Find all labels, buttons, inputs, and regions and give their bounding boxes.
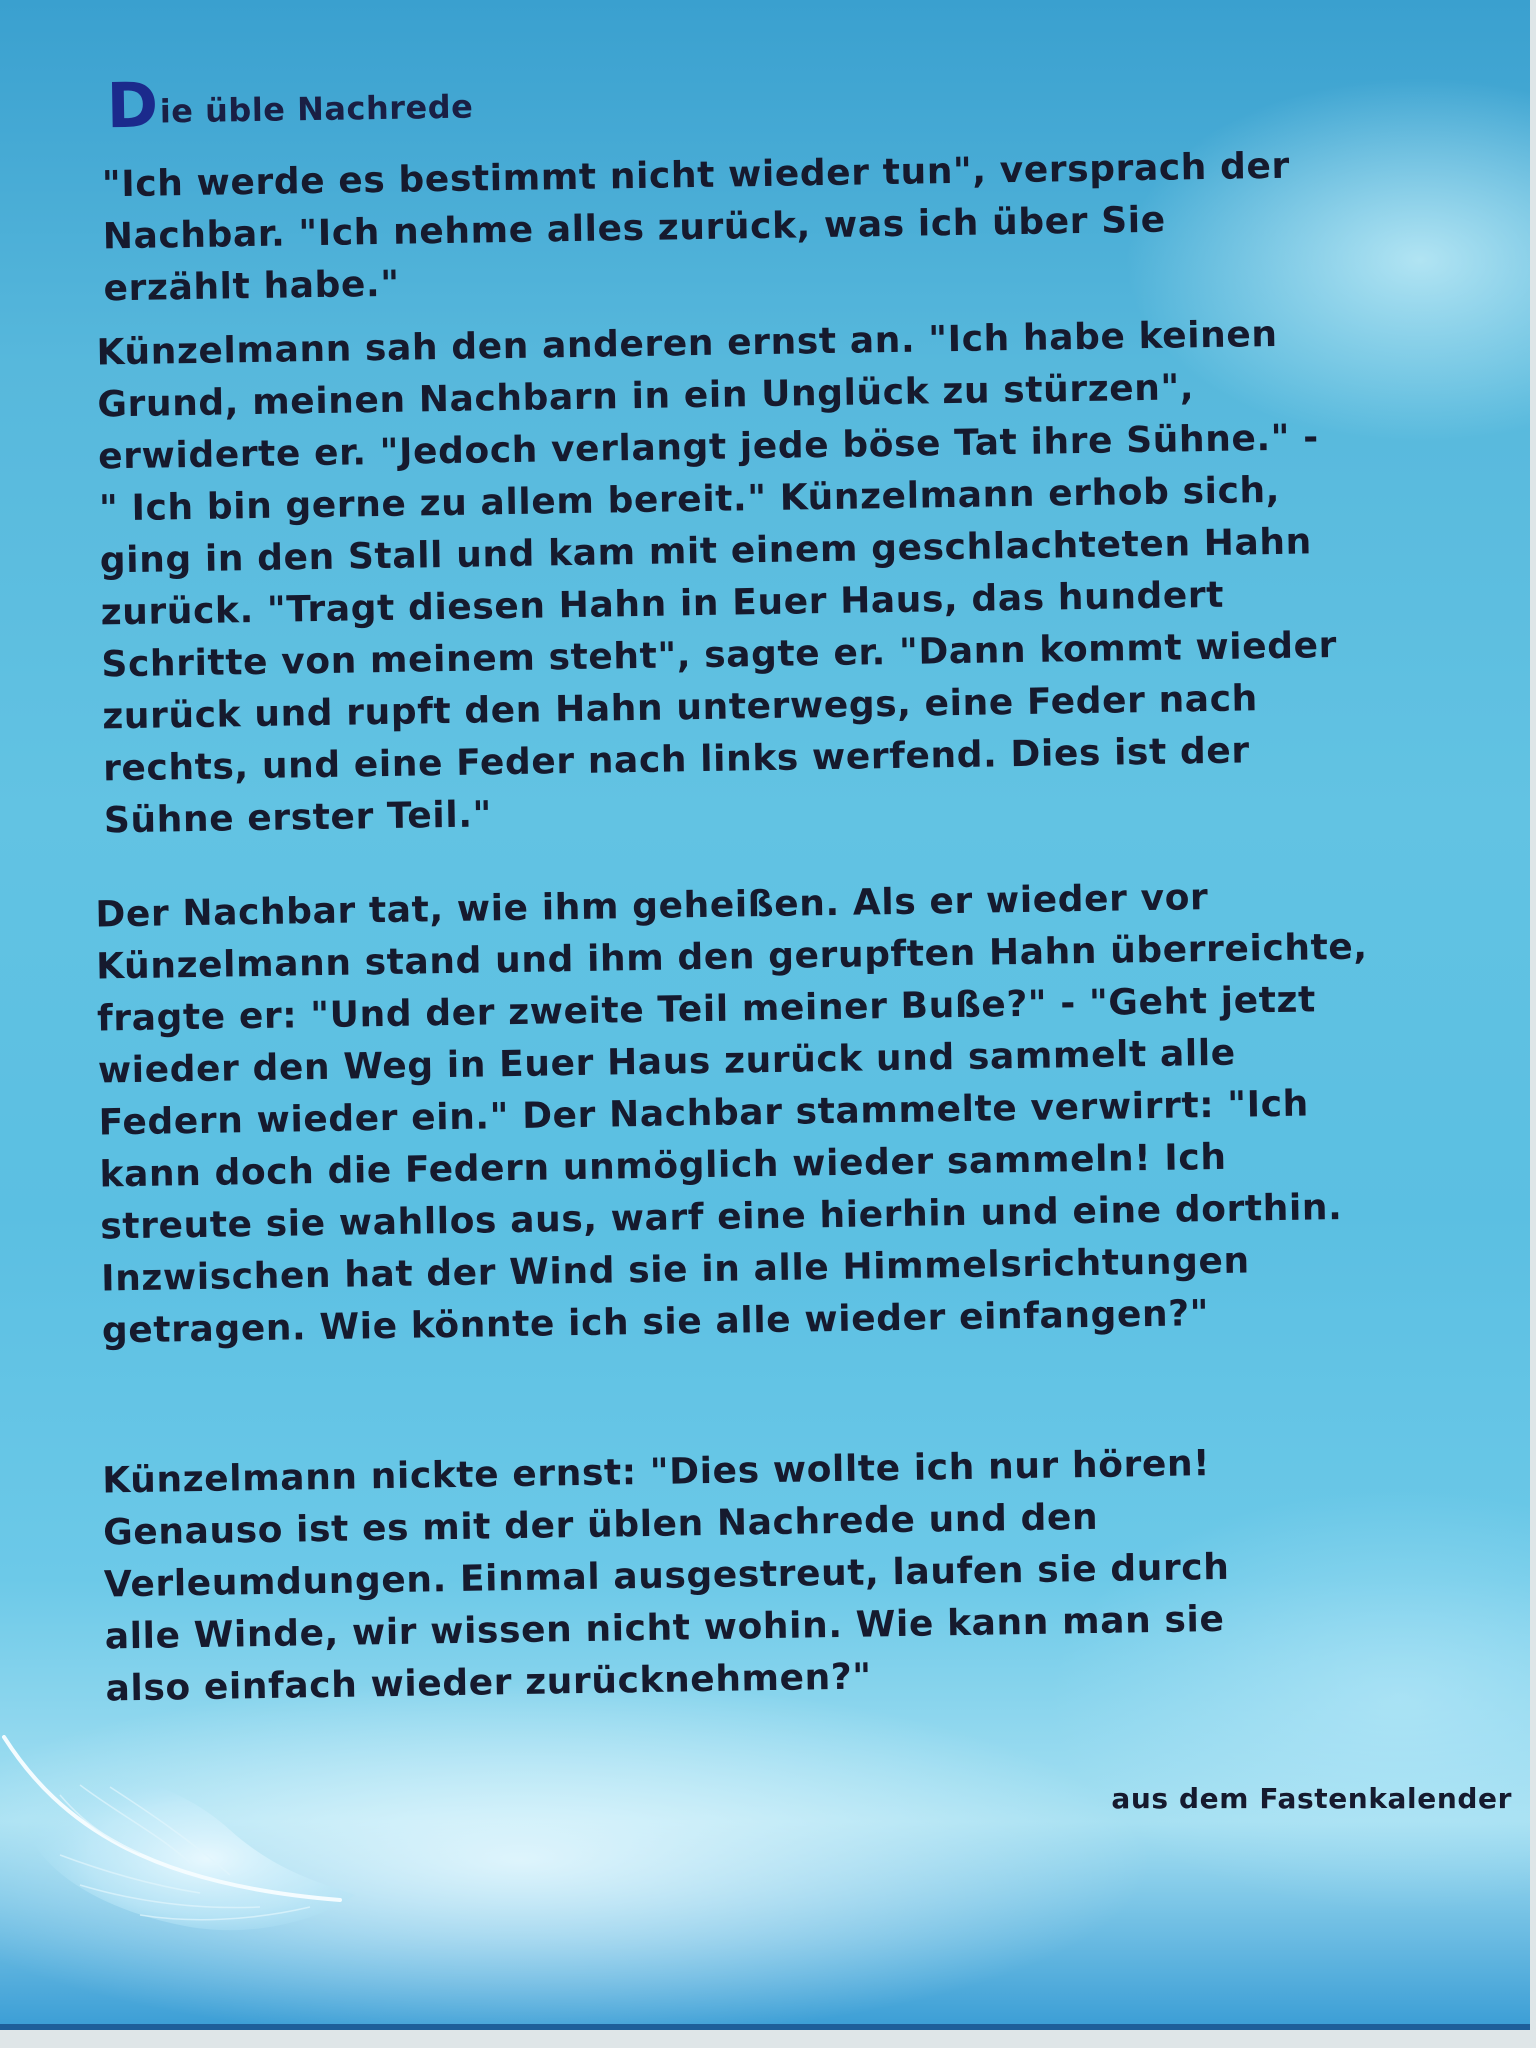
story-text	[60, 38, 1490, 1710]
text-line: erzählt habe."	[103, 263, 400, 310]
text-line: Schritte von meinem steht", sagte er. "Dann kommt wieder	[101, 625, 1338, 686]
text-line: Grund, meinen Nachbarn in ein Unglück zu stürzen",	[97, 367, 1195, 426]
paragraph-3	[95, 870, 1374, 1358]
text-line: Nachbar. "Ich nehme alles zurück, was ich über Sie	[102, 199, 1166, 258]
text-line: Künzelmann sah den anderen ernst an. "Ich habe keinen	[96, 313, 1278, 374]
title-text: ie üble Nachrede	[159, 87, 474, 131]
text-line: alle Winde, wir wissen nicht wohin. Wie kann man sie	[104, 1598, 1225, 1658]
text-line: ging in den Stall und kam mit einem geschlachteten Hahn	[99, 521, 1313, 582]
text-line: Inzwischen hat der Wind sie in alle Himmelsrichtungen	[100, 1240, 1250, 1300]
text-line: erwiderte er. "Jedoch verlangt jede böse Tat ihre Sühne." -	[97, 417, 1320, 478]
page-title	[106, 68, 474, 143]
text-line: Sühne erster Teil."	[103, 794, 493, 842]
text-line: Verleumdungen. Einmal ausgestreut, laufen sie durch	[103, 1546, 1230, 1606]
paragraph-1	[102, 141, 1292, 316]
text-line: rechts, und eine Feder nach links werfend. Dies ist der	[102, 730, 1251, 790]
text-line: fragte er: "Und der zweite Teil meiner Buße?" - "Geht jetzt	[96, 979, 1317, 1040]
paragraph-2	[96, 308, 1340, 847]
source-attribution: aus dem Fastenkalender	[1111, 1782, 1512, 1815]
text-line: Der Nachbar tat, wie ihm geheißen. Als er wieder vor	[95, 877, 1209, 936]
text-line: zurück und rupft den Hahn unterwegs, eine Feder nach	[102, 678, 1259, 738]
text-line: wieder den Weg in Euer Haus zurück und sammelt alle	[97, 1032, 1237, 1092]
text-line: " Ich bin gerne zu allem bereit." Künzelmann erhob sich,	[98, 469, 1281, 530]
text-line: streute sie wahllos aus, warf eine hierhin und eine dorthin.	[100, 1187, 1343, 1248]
text-line: zurück. "Tragt diesen Hahn in Euer Haus, das hundert	[100, 574, 1225, 634]
text-line: Künzelmann nickte ernst: "Dies wollte ich nur hören!	[102, 1443, 1211, 1502]
text-line: Künzelmann stand und ihm den gerupften Hahn überreichte,	[95, 926, 1368, 988]
text-line: Genauso ist es mit der üblen Nachrede und den	[102, 1496, 1099, 1554]
text-line: getragen. Wie könnte ich sie alle wieder einfangen?"	[101, 1293, 1210, 1352]
feather-icon	[0, 1735, 370, 1950]
text-line: "Ich werde es bestimmt nicht wieder tun", versprach der	[101, 145, 1291, 206]
title-dropcap: D	[106, 68, 160, 143]
text-line: Federn wieder ein." Der Nachbar stammelte verwirrt: "Ich	[98, 1083, 1310, 1144]
text-line: kann doch die Federn unmöglich wieder sammeln! Ich	[99, 1136, 1227, 1196]
paragraph-4	[102, 1438, 1232, 1716]
text-line: also einfach wieder zurücknehmen?"	[105, 1656, 872, 1710]
